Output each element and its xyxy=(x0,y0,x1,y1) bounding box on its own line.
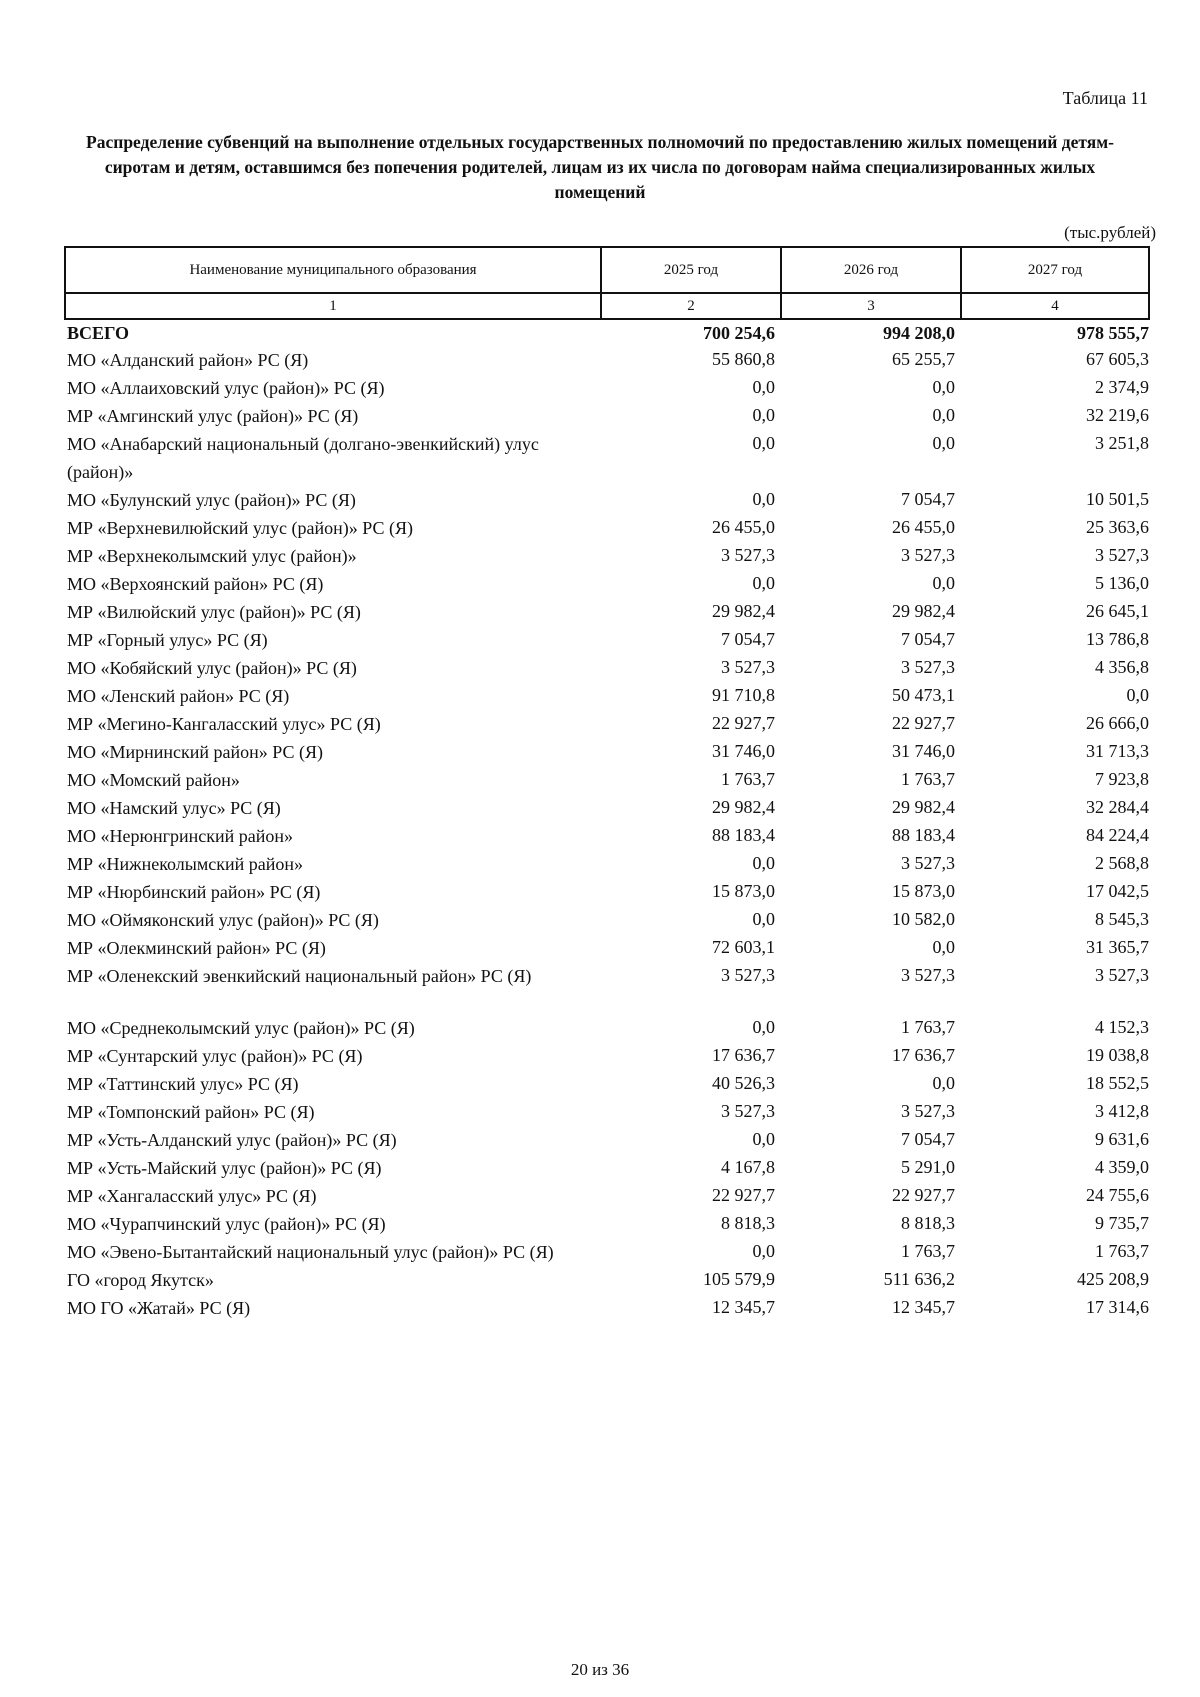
value-2025: 3 527,3 xyxy=(721,657,775,677)
value-2026: 3 527,3 xyxy=(901,1101,955,1121)
value-2027: 2 568,8 xyxy=(1095,853,1149,873)
table-row xyxy=(65,486,1149,514)
table-row xyxy=(65,962,1149,990)
value-2026: 511 636,2 xyxy=(883,1269,955,1289)
value-2026: 7 054,7 xyxy=(901,489,955,509)
value-2027: 1 763,7 xyxy=(1095,1241,1149,1261)
municipality-name: МО «Мирнинский район» РС (Я) xyxy=(67,742,324,762)
table-row xyxy=(65,1014,1149,1042)
subvention-table xyxy=(64,246,1150,1322)
row-gap xyxy=(65,990,1149,1014)
column-number-1: 1 xyxy=(65,293,601,319)
table-row xyxy=(65,570,1149,598)
value-2027: 0,0 xyxy=(1126,685,1149,705)
value-2027: 67 605,3 xyxy=(1086,349,1149,369)
value-2025: 15 873,0 xyxy=(712,881,775,901)
table-row xyxy=(65,794,1149,822)
value-2027: 3 527,3 xyxy=(1095,545,1149,565)
municipality-name: МР «Олекминский район» РС (Я) xyxy=(67,938,326,958)
municipality-name: МО «Ленский район» РС (Я) xyxy=(67,686,290,706)
value-2025: 12 345,7 xyxy=(712,1297,775,1317)
municipality-name: МР «Сунтарский улус (район)» РС (Я) xyxy=(67,1046,363,1066)
table-row xyxy=(65,934,1149,962)
value-2027: 425 208,9 xyxy=(1077,1269,1149,1289)
municipality-name: МР «Нижнеколымский район» xyxy=(67,854,304,874)
table-row xyxy=(65,1238,1149,1266)
table-row xyxy=(65,514,1149,542)
value-2027: 17 314,6 xyxy=(1086,1297,1149,1317)
municipality-name: МР «Томпонский район» РС (Я) xyxy=(67,1102,315,1122)
value-2027: 26 666,0 xyxy=(1086,713,1149,733)
municipality-name: МО «Среднеколымский улус (район)» РС (Я) xyxy=(67,1018,415,1038)
value-2027: 10 501,5 xyxy=(1086,489,1149,509)
value-2025: 17 636,7 xyxy=(712,1045,775,1065)
table-row xyxy=(65,1070,1149,1098)
value-2025: 29 982,4 xyxy=(712,601,775,621)
value-2027: 31 713,3 xyxy=(1086,741,1149,761)
municipality-name: МО «Оймяконский улус (район)» РС (Я) xyxy=(67,910,379,930)
column-header-2026: 2026 год xyxy=(781,247,961,293)
value-2027: 9 631,6 xyxy=(1095,1129,1149,1149)
value-2027: 31 365,7 xyxy=(1086,937,1149,957)
municipality-name: МО «Нерюнгринский район» xyxy=(67,826,293,846)
table-row xyxy=(65,402,1149,430)
value-2026: 29 982,4 xyxy=(892,601,955,621)
table-row xyxy=(65,738,1149,766)
value-2025: 26 455,0 xyxy=(712,517,775,537)
municipality-name: МР «Таттинский улус» РС (Я) xyxy=(67,1074,299,1094)
value-2025: 7 054,7 xyxy=(721,629,775,649)
value-2027: 3 251,8 xyxy=(1095,433,1149,453)
value-2025: 55 860,8 xyxy=(712,349,775,369)
value-2026: 0,0 xyxy=(932,1073,955,1093)
municipality-name: ГО «город Якутск» xyxy=(67,1270,214,1290)
municipality-name: МР «Нюрбинский район» РС (Я) xyxy=(67,882,321,902)
value-2027: 4 152,3 xyxy=(1095,1017,1149,1037)
column-number-2: 2 xyxy=(601,293,781,319)
municipality-name: МО «Алданский район» РС (Я) xyxy=(67,350,309,370)
value-2027: 7 923,8 xyxy=(1095,769,1149,789)
table-number: Таблица 11 xyxy=(1062,88,1148,108)
table-row xyxy=(65,1266,1149,1294)
total-label: ВСЕГО xyxy=(67,323,130,343)
units-label: (тыс.рублей) xyxy=(1064,223,1156,242)
table-row xyxy=(65,1042,1149,1070)
municipality-name: МО «Аллаиховский улус (район)» РС (Я) xyxy=(67,378,385,398)
municipality-name: МР «Усть-Майский улус (район)» РС (Я) xyxy=(67,1158,382,1178)
column-number-4: 4 xyxy=(961,293,1149,319)
table-row xyxy=(65,1098,1149,1126)
table-header-row xyxy=(65,247,1149,293)
value-2027: 5 136,0 xyxy=(1095,573,1149,593)
table-row xyxy=(65,1182,1149,1210)
value-2026: 0,0 xyxy=(932,433,955,453)
table-row xyxy=(65,766,1149,794)
value-2027: 19 038,8 xyxy=(1086,1045,1149,1065)
document-title: Распределение субвенций на выполнение отдельных государственных полномочий по предоставлению жилых помещений детям-сиротам и детям, оставшимся без попечения родителей, лицам из их числа по договорам найма специализированных жилых помещений xyxy=(86,132,1114,202)
column-header-2027: 2027 год xyxy=(961,247,1149,293)
table-row xyxy=(65,598,1149,626)
value-2026: 12 345,7 xyxy=(892,1297,955,1317)
value-2026: 31 746,0 xyxy=(892,741,955,761)
table-row xyxy=(65,542,1149,570)
table-row xyxy=(65,626,1149,654)
page-number: 20 из 36 xyxy=(570,1660,630,1679)
value-2027: 84 224,4 xyxy=(1086,825,1149,845)
value-2026: 3 527,3 xyxy=(901,853,955,873)
column-header-name: Наименование муниципального образования xyxy=(65,247,601,293)
table-row xyxy=(65,682,1149,710)
value-2025: 105 579,9 xyxy=(703,1269,775,1289)
municipality-name: МР «Верхневилюйский улус (район)» РС (Я) xyxy=(67,518,413,538)
value-2027: 32 219,6 xyxy=(1086,405,1149,425)
table-row xyxy=(65,1294,1149,1322)
value-2025: 0,0 xyxy=(752,433,775,453)
table-row xyxy=(65,850,1149,878)
municipality-name: МО «Чурапчинский улус (район)» РС (Я) xyxy=(67,1214,386,1234)
value-2026: 26 455,0 xyxy=(892,517,955,537)
table-row xyxy=(65,710,1149,738)
value-2025: 0,0 xyxy=(752,489,775,509)
table-row xyxy=(65,1126,1149,1154)
total-2025: 700 254,6 xyxy=(703,323,775,343)
municipality-name: МР «Оленекский эвенкийский национальный район» РС (Я) xyxy=(67,966,532,986)
column-number-3: 3 xyxy=(781,293,961,319)
value-2026: 15 873,0 xyxy=(892,881,955,901)
municipality-name: МР «Усть-Алданский улус (район)» РС (Я) xyxy=(67,1130,397,1150)
value-2027: 9 735,7 xyxy=(1095,1213,1149,1233)
value-2025: 0,0 xyxy=(752,1017,775,1037)
value-2025: 31 746,0 xyxy=(712,741,775,761)
value-2025: 3 527,3 xyxy=(721,1101,775,1121)
value-2027: 4 359,0 xyxy=(1095,1157,1149,1177)
value-2027: 26 645,1 xyxy=(1086,601,1149,621)
value-2026: 7 054,7 xyxy=(901,629,955,649)
gap-cell xyxy=(601,990,781,1014)
municipality-name: МР «Горный улус» РС (Я) xyxy=(67,630,268,650)
municipality-name: МР «Верхнеколымский улус (район)» xyxy=(67,546,357,566)
column-number-row xyxy=(65,293,1149,319)
value-2027: 4 356,8 xyxy=(1095,657,1149,677)
value-2025: 4 167,8 xyxy=(721,1157,775,1177)
value-2025: 8 818,3 xyxy=(721,1213,775,1233)
value-2026: 5 291,0 xyxy=(901,1157,955,1177)
value-2025: 0,0 xyxy=(752,853,775,873)
value-2025: 0,0 xyxy=(752,573,775,593)
municipality-name: МО ГО «Жатай» РС (Я) xyxy=(67,1298,251,1318)
gap-cell xyxy=(961,990,1149,1014)
value-2026: 8 818,3 xyxy=(901,1213,955,1233)
value-2026: 3 527,3 xyxy=(901,545,955,565)
value-2027: 18 552,5 xyxy=(1086,1073,1149,1093)
value-2026: 10 582,0 xyxy=(892,909,955,929)
table-row xyxy=(65,346,1149,374)
value-2027: 8 545,3 xyxy=(1095,909,1149,929)
value-2026: 88 183,4 xyxy=(892,825,955,845)
value-2026: 0,0 xyxy=(932,937,955,957)
value-2026: 65 255,7 xyxy=(892,349,955,369)
value-2025: 0,0 xyxy=(752,1241,775,1261)
value-2025: 0,0 xyxy=(752,405,775,425)
municipality-name: МР «Вилюйский улус (район)» РС (Я) xyxy=(67,602,361,622)
value-2025: 91 710,8 xyxy=(712,685,775,705)
value-2026: 3 527,3 xyxy=(901,965,955,985)
table-row xyxy=(65,430,1149,486)
municipality-name: МР «Мегино-Кангаласский улус» РС (Я) xyxy=(67,714,381,734)
municipality-name: МО «Булунский улус (район)» РС (Я) xyxy=(67,490,356,510)
table-row xyxy=(65,374,1149,402)
municipality-name: МО «Момский район» xyxy=(67,770,240,790)
value-2026: 1 763,7 xyxy=(901,1241,955,1261)
municipality-name: МО «Кобяйский улус (район)» РС (Я) xyxy=(67,658,357,678)
total-row xyxy=(65,319,1149,346)
value-2026: 0,0 xyxy=(932,405,955,425)
value-2025: 72 603,1 xyxy=(712,937,775,957)
total-2026: 994 208,0 xyxy=(883,323,955,343)
column-header-2025: 2025 год xyxy=(601,247,781,293)
municipality-name: МО «Эвено-Бытантайский национальный улус (район)» РС (Я) xyxy=(67,1242,554,1262)
value-2025: 40 526,3 xyxy=(712,1073,775,1093)
gap-cell xyxy=(781,990,961,1014)
value-2025: 3 527,3 xyxy=(721,545,775,565)
value-2025: 88 183,4 xyxy=(712,825,775,845)
value-2027: 13 786,8 xyxy=(1086,629,1149,649)
value-2025: 3 527,3 xyxy=(721,965,775,985)
value-2027: 17 042,5 xyxy=(1086,881,1149,901)
value-2026: 7 054,7 xyxy=(901,1129,955,1149)
value-2025: 22 927,7 xyxy=(712,1185,775,1205)
value-2025: 0,0 xyxy=(752,377,775,397)
value-2026: 0,0 xyxy=(932,377,955,397)
value-2026: 0,0 xyxy=(932,573,955,593)
value-2025: 29 982,4 xyxy=(712,797,775,817)
table-row xyxy=(65,1210,1149,1238)
value-2027: 32 284,4 xyxy=(1086,797,1149,817)
table-row xyxy=(65,1154,1149,1182)
value-2027: 3 527,3 xyxy=(1095,965,1149,985)
value-2027: 3 412,8 xyxy=(1095,1101,1149,1121)
value-2027: 24 755,6 xyxy=(1086,1185,1149,1205)
table-body xyxy=(65,319,1149,1322)
municipality-name: МР «Хангаласский улус» РС (Я) xyxy=(67,1186,317,1206)
value-2026: 22 927,7 xyxy=(892,1185,955,1205)
value-2025: 22 927,7 xyxy=(712,713,775,733)
municipality-name: МО «Анабарский национальный (долгано-эвенкийский) улус (район)» xyxy=(67,434,539,482)
value-2025: 0,0 xyxy=(752,909,775,929)
gap-cell xyxy=(65,990,601,1014)
value-2025: 1 763,7 xyxy=(721,769,775,789)
value-2027: 2 374,9 xyxy=(1095,377,1149,397)
municipality-name: МО «Верхоянский район» РС (Я) xyxy=(67,574,324,594)
value-2026: 1 763,7 xyxy=(901,769,955,789)
table-row xyxy=(65,654,1149,682)
value-2026: 22 927,7 xyxy=(892,713,955,733)
value-2025: 0,0 xyxy=(752,1129,775,1149)
value-2026: 29 982,4 xyxy=(892,797,955,817)
value-2026: 17 636,7 xyxy=(892,1045,955,1065)
table-row xyxy=(65,822,1149,850)
value-2026: 3 527,3 xyxy=(901,657,955,677)
municipality-name: МР «Амгинский улус (район)» РС (Я) xyxy=(67,406,359,426)
total-2027: 978 555,7 xyxy=(1077,323,1149,343)
value-2026: 50 473,1 xyxy=(892,685,955,705)
value-2026: 1 763,7 xyxy=(901,1017,955,1037)
municipality-name: МО «Намский улус» РС (Я) xyxy=(67,798,281,818)
value-2027: 25 363,6 xyxy=(1086,517,1149,537)
table-row xyxy=(65,906,1149,934)
table-row xyxy=(65,878,1149,906)
